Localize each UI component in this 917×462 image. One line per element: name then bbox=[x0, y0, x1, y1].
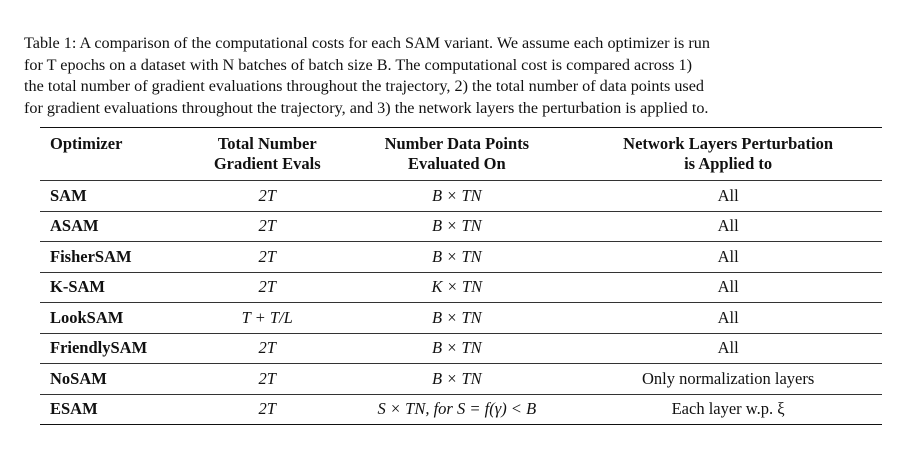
table-row bbox=[40, 394, 882, 425]
cell-layers: Only normalization layers bbox=[574, 364, 882, 395]
caption-line: for gradient evaluations throughout the trajectory, and 3) the network layers the perturbation is applied to. bbox=[24, 98, 709, 117]
cell-layers: All bbox=[574, 181, 882, 212]
header-grad-line2: Gradient Evals bbox=[213, 154, 321, 173]
table-row bbox=[40, 364, 882, 395]
cell-layers: All bbox=[574, 211, 882, 242]
table-header bbox=[40, 128, 882, 181]
cell-layers: All bbox=[574, 242, 882, 273]
cell-grad-evals: 2T bbox=[195, 364, 339, 395]
cell-layers: All bbox=[574, 333, 882, 364]
cell-optimizer: K-SAM bbox=[40, 272, 195, 303]
cell-optimizer: LookSAM bbox=[40, 303, 195, 334]
caption-line: Table 1: A comparison of the computational costs for each SAM variant. We assume each optimizer is run bbox=[24, 34, 710, 52]
cell-layers: All bbox=[574, 272, 882, 303]
caption-line: for T epochs on a dataset with N batches of batch size B. The computational cost is compared across 1) bbox=[24, 55, 692, 74]
table-row bbox=[40, 181, 882, 212]
table-row bbox=[40, 242, 882, 273]
header-network-layers bbox=[574, 128, 882, 181]
cell-data-points: B × TN bbox=[339, 242, 574, 273]
caption-line: the total number of gradient evaluations throughout the trajectory, 2) the total number of data points used bbox=[24, 77, 704, 95]
cell-optimizer: ESAM bbox=[40, 394, 195, 425]
cell-grad-evals: 2T bbox=[195, 242, 339, 273]
cell-grad-evals: 2T bbox=[195, 333, 339, 364]
cell-grad-evals: 2T bbox=[195, 394, 339, 425]
table-row bbox=[40, 303, 882, 334]
cell-grad-evals: 2T bbox=[195, 272, 339, 303]
cell-optimizer: NoSAM bbox=[40, 364, 195, 395]
cell-optimizer: FriendlySAM bbox=[40, 333, 195, 364]
cell-optimizer: SAM bbox=[40, 181, 195, 212]
header-grad-line1: Total Number bbox=[217, 134, 317, 153]
header-optimizer bbox=[40, 128, 195, 181]
table-row bbox=[40, 211, 882, 242]
cell-optimizer: FisherSAM bbox=[40, 242, 195, 273]
comparison-table bbox=[40, 127, 882, 425]
header-gradient-evals bbox=[195, 128, 339, 181]
cell-data-points: K × TN bbox=[339, 272, 574, 303]
header-data-points bbox=[339, 128, 574, 181]
cell-layers: Each layer w.p. ξ bbox=[574, 394, 882, 425]
cell-data-points: B × TN bbox=[339, 303, 574, 334]
table-row bbox=[40, 272, 882, 303]
header-layer-line2: is Applied to bbox=[684, 154, 773, 173]
table-body bbox=[40, 181, 882, 425]
cell-grad-evals: T + T/L bbox=[195, 303, 339, 334]
cell-data-points: B × TN bbox=[339, 181, 574, 212]
cell-data-points: B × TN bbox=[339, 211, 574, 242]
table-row bbox=[40, 333, 882, 364]
header-optimizer-label: Optimizer bbox=[50, 134, 123, 153]
cell-grad-evals: 2T bbox=[195, 211, 339, 242]
header-row bbox=[40, 128, 882, 181]
table-caption bbox=[24, 33, 892, 119]
cell-data-points: S × TN, for S = f(γ) < B bbox=[339, 394, 574, 425]
cell-optimizer: ASAM bbox=[40, 211, 195, 242]
cell-data-points: B × TN bbox=[339, 364, 574, 395]
header-data-line2: Evaluated On bbox=[408, 154, 506, 173]
cell-layers: All bbox=[574, 303, 882, 334]
cell-data-points: B × TN bbox=[339, 333, 574, 364]
header-data-line1: Number Data Points bbox=[384, 134, 530, 153]
header-layer-line1: Network Layers Perturbation bbox=[623, 134, 834, 153]
cell-grad-evals: 2T bbox=[195, 181, 339, 212]
